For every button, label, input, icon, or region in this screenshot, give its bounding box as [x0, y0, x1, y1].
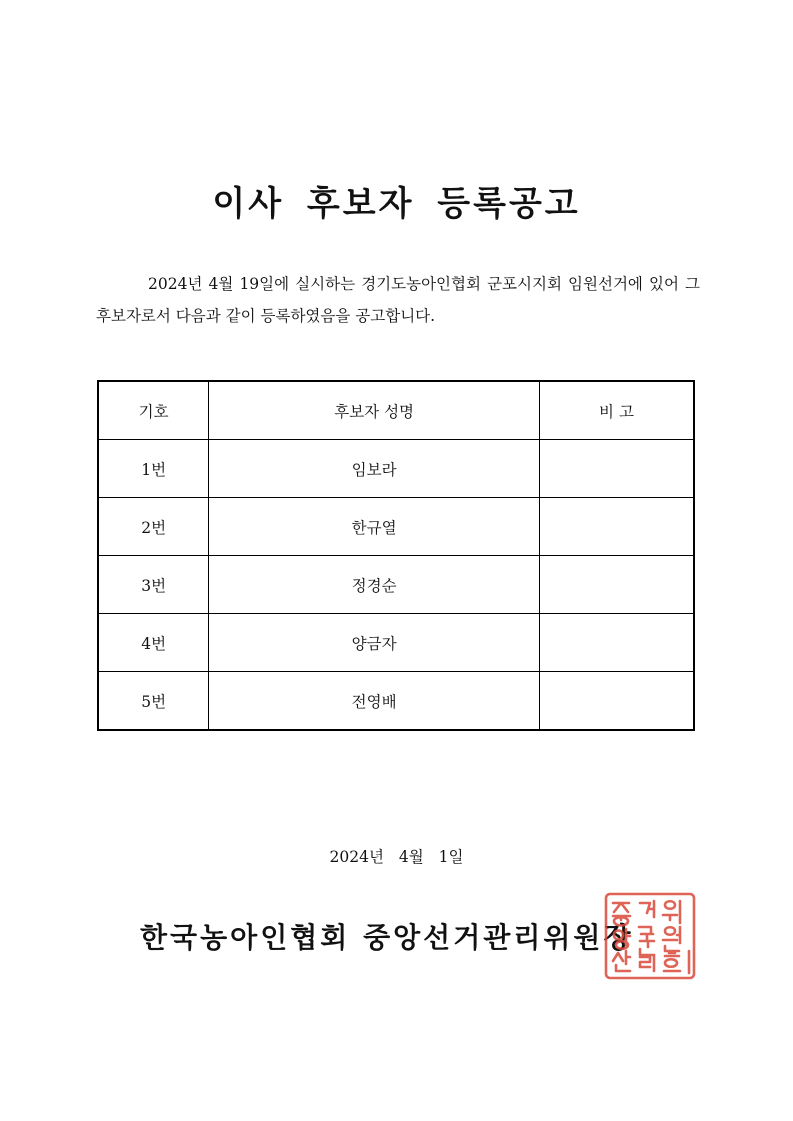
header-number: 기호 [98, 381, 209, 440]
notice-intro: 2024년 4월 19일에 실시하는 경기도농아인협회 군포시지회 임원선거에 있어 그 후보자로서 다음과 같이 등록하였음을 공고합니다. [96, 275, 700, 325]
table-row [98, 440, 694, 498]
cell-candidate-name: 한규열 [209, 498, 540, 556]
cell-number: 4번 [98, 614, 209, 672]
cell-note [539, 498, 694, 556]
table-row [98, 556, 694, 614]
table-row [98, 672, 694, 731]
table-header-row [98, 381, 694, 440]
cell-number: 1번 [98, 440, 209, 498]
table-row [98, 614, 694, 672]
header-candidate-name: 후보자 성명 [209, 381, 540, 440]
cell-candidate-name: 임보라 [209, 440, 540, 498]
cell-candidate-name: 전영배 [209, 672, 540, 731]
cell-note [539, 614, 694, 672]
cell-note [539, 440, 694, 498]
official-seal-icon [603, 891, 697, 981]
notice-title: 이사 후보자 등록공고 [212, 184, 581, 224]
notice-date: 2024년 4월 1일 [329, 848, 464, 866]
cell-number: 2번 [98, 498, 209, 556]
cell-note [539, 672, 694, 731]
cell-note [539, 556, 694, 614]
cell-number: 3번 [98, 556, 209, 614]
issuer-name: 한국농아인협회 중앙선거관리위원장 [140, 921, 634, 954]
table-row [98, 498, 694, 556]
header-note: 비 고 [539, 381, 694, 440]
cell-candidate-name: 양금자 [209, 614, 540, 672]
cell-candidate-name: 정경순 [209, 556, 540, 614]
cell-number: 5번 [98, 672, 209, 731]
candidate-table [97, 380, 695, 731]
